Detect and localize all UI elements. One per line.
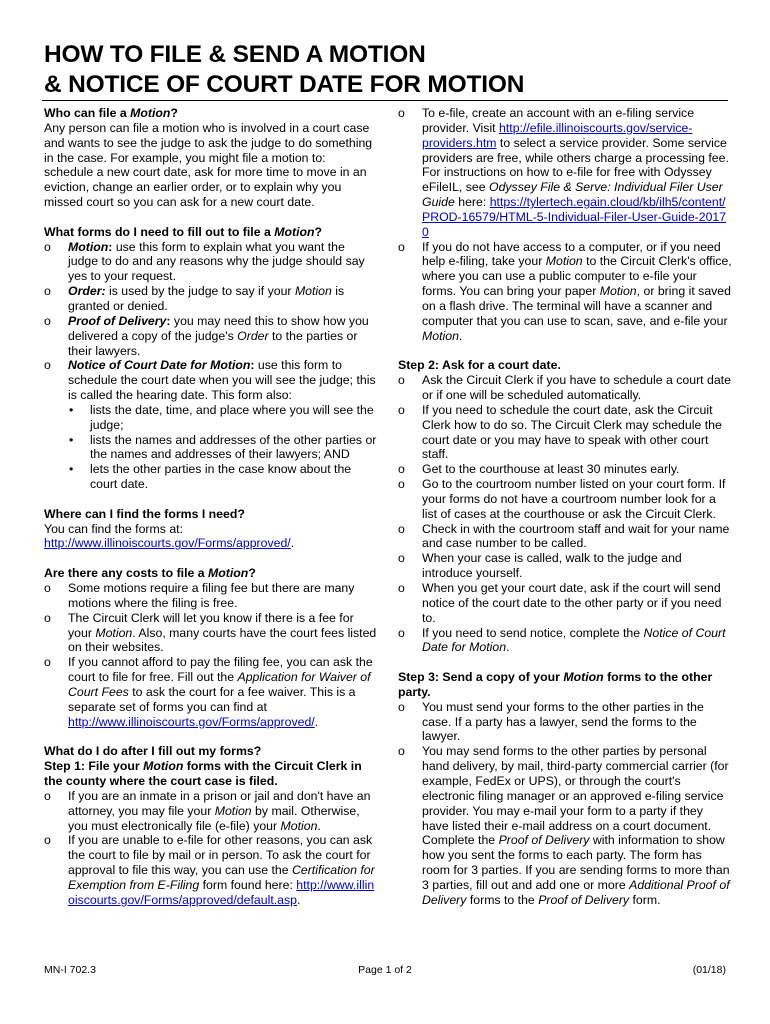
list-item: o Go to the courtroom number listed on your court form. If your forms do not have a courtroom number look for a list of cases at the courthouse or ask the Circuit Clerk. [398,477,726,521]
list-item: o Proof of Delivery: you may need this to show how you delivered a copy of the judge's Order to the parties or their lawyers. [44,313,369,358]
list-item: o If you need to schedule the court date, ask the Circuit Clerk how to do so. The Circuit Clerk may schedule the court date or you may have to speak with other court staff. [398,402,722,462]
sub-list-item: • lists the date, time, and place where you will see the judge; [69,402,374,432]
after-heading: What do I do after I fill out my forms? [44,744,262,759]
title-rule [42,100,728,101]
title-line-2: & NOTICE OF COURT DATE FOR MOTION [44,71,525,98]
list-item: o Motion: use this form to explain what you want the judge to do and any reasons why the judge should say yes to your request. [44,239,365,284]
list-item: o If you need to send notice, complete the Notice of Court Date for Motion. [398,625,726,655]
list-item: o Check in with the courtroom staff and wait for your name and case number to be called. [398,521,730,551]
list-item: o The Circuit Clerk will let you know if there is a fee for your Motion. Also, many courts have the court fees listed on their websites. [44,610,377,655]
list-item: o You must send your forms to the other parties in the case. If a party has a lawyer, send the forms to the lawyer. [398,699,704,744]
forms-link[interactable]: http://www.illinoiscourts.gov/Forms/approved/ [44,536,291,551]
list-item: o Some motions require a filing fee but there are many motions where the filing is free. [44,581,355,610]
list-item: o When your case is called, walk to the judge and introduce yourself. [398,551,682,581]
fee-waiver-forms-link[interactable]: http://www.illinoiscourts.gov/Forms/approved/ [68,714,315,729]
user-guide-link[interactable]: https://tylertech.egain.cloud/kb/ilh5/content/PROD-16579/HTML-5-Individual-Filer-User-Guide-20170 [422,195,727,239]
list-item: o Ask the Circuit Clerk if you have to schedule a court date or if one will be scheduled automatically. [398,373,731,403]
costs-heading: Are there any costs to file a Motion? [44,566,256,581]
revision-date: (01/18) [692,964,726,976]
where-text: You can find the forms at: [44,521,183,536]
list-item: o Get to the courthouse at least 30 minutes early. [398,462,680,477]
form-id: MN-I 702.3 [44,964,96,976]
sub-list-item: • lists the names and addresses of the other parties or the names and addresses of their lawyers; AND [69,432,377,462]
where-heading: Where can I find the forms I need? [44,506,245,521]
who-text: Any person can file a motion who is involved in a court case and wants to see the judge to ask the judge to do something in the case. For example, you might file a motion to: schedule a new court date, ask for more time to move in an eviction, change an earlier order, or to explain why you missed court so you can ask for a new court date. [44,120,373,210]
page-title [44,40,734,100]
title-line-1: HOW TO FILE & SEND A MOTION [44,41,426,68]
left-column: Who can file a Motion? Any person can file a motion who is involved in a court case and wants to see the judge to ask the judge to do something in the case. For example, you might file a motion to: schedule a new court date, ask for more time to move in an eviction, change an earlier order, or to explain why you missed court so you can ask for a new court date. What forms do I need to fill out to file a Motion? o Motion: use this form to explain what you want the judge to do and any reasons why the judge should say yes to your request. o Order: is used by the judge to say if your Motion is granted or denied. o Proof of Delivery: you may need this to show how you delivered a copy of the judge's Order to the parties or their lawyers. o Notice of Court Date for Motion: use this form to schedule the court date when you will see the judge; this is called the hearing date. This form also: • lists the date, time, and place where you will see the judge; • lists the names and addresses of the other parties or the names and addresses of their lawyers; AND • lets the other parties in the case know about the court date. Where can I find the forms I need? You can find the forms at: http://www.illinoiscourts.gov/Forms/approved/. Are there any costs to file a Motion? o Some motions require a filing fee but there are many motions where the filing is free. o The Circuit Clerk will let you know if there is a fee for your Motion. Also, many courts have the court fees listed on their websites. o If you cannot afford to pay the filing fee, you can ask the court to file for free. Fill out the Application for Waiver of Court Fees to ask the court for a fee waiver. This is a separate set of forms you can find at http://www.illinoiscourts.gov/Forms/approved/. What do I do after I fill out my forms? Step 1: File your Motion forms with the Circuit Clerk in the county where the court case is filed. o If you are an inmate in a prison or jail and don't have an attorney, you may file your Motion by mail. Otherwise, you must electronically file (e-file) your Motion. o If you are unable to e-file for other reasons, you can ask the court to file by mail or in person. To ask the court for approval to file this way, you can use the Certification for Exemption from E-Filing form found here: http://www.illinoiscourts.gov/Forms/approved/default.asp. [44,106,377,907]
step3-heading: Step 3: Send a copy of your Motion forms to the other party. [398,670,713,699]
step2-heading: Step 2: Ask for a court date. [398,358,561,373]
who-heading: Who can file a Motion? [44,106,178,120]
exemption-forms-link[interactable]: http://www.illinoiscourts.gov/Forms/approved/default.asp [68,877,375,907]
list-item: o If you cannot afford to pay the filing fee, you can ask the court to file for free. Fill out the Application for Waiver of Court Fees to ask the court for a fee waiver. This is a separate set of forms you can find at http://www.illinoiscourts.gov/Forms/approved/. [44,655,373,729]
sub-list-item: • lets the other parties in the case know about the court date. [69,462,352,492]
list-item: o Notice of Court Date for Motion: use this form to schedule the court date when you will see the judge; this is called the hearing date. This form also: [44,358,376,403]
list-item: o If you are an inmate in a prison or jail and don't have an attorney, you may file your Motion by mail. Otherwise, you must electronically file (e-file) your Motion. [44,788,371,833]
list-item: o Order: is used by the judge to say if your Motion is granted or denied. [44,284,345,313]
list-item: o If you are unable to e-file for other reasons, you can ask the court to file by mail or in person. To ask the court for approval to file this way, you can use the Certification for Exemption from E-Filing form found here: http://www.illinoiscourts.gov/Forms/approved/default.asp. [44,833,375,907]
list-item: o When you get your court date, ask if the court will send notice of the court date to the other party or if you need to. [398,581,722,625]
step1-heading: Step 1: File your Motion forms with the Circuit Clerk in the county where the court case is filed. [44,759,362,788]
forms-heading: What forms do I need to fill out to file a Motion? [44,224,323,239]
list-item: o You may send forms to the other parties by personal hand delivery, by mail, third-party commercial carrier (for example, FedEx or UPS), or through the court's electronic filing manager or an approved e-filing service provider. You may e-mail your form to a party if they have listed their e-mail address on a court document. Complete the Proof of Delivery with information to show how you sent the forms to each party. The form has room for 3 parties. If you are sending forms to more than 3 parties, fill out and add one or more Additional Proof of Delivery forms to the Proof of Delivery form. [398,744,730,907]
list-item: o To e-file, create an account with an e-filing service provider. Visit http://efile.illinoiscourts.gov/service-providers.htm to select a service provider. Some service providers are free, while others charge a processing fee. For instructions on how to e-file for free with Odyssey eFileIL, see Odyssey File & Serve: Individual Filer User Guide here: https://tylertech.egain.cloud/kb/ilh5/content/PROD-16579/HTML-5-Individual-Filer-User-Guide-20170 [398,106,729,239]
page-number: Page 1 of 2 [358,964,412,976]
service-providers-link[interactable]: http://efile.illinoiscourts.gov/service-providers.htm [422,120,693,150]
list-item: o If you do not have access to a computer, or if you need help e-filing, take your Motion to the Circuit Clerk's office, where you can use a public computer to e-file your forms. You can bring your paper Motion, or bring it saved on a flash drive. The terminal will have a scanner and computer that you can use to scan, save, and e-file your Motion. [398,239,732,343]
right-column [398,106,732,908]
